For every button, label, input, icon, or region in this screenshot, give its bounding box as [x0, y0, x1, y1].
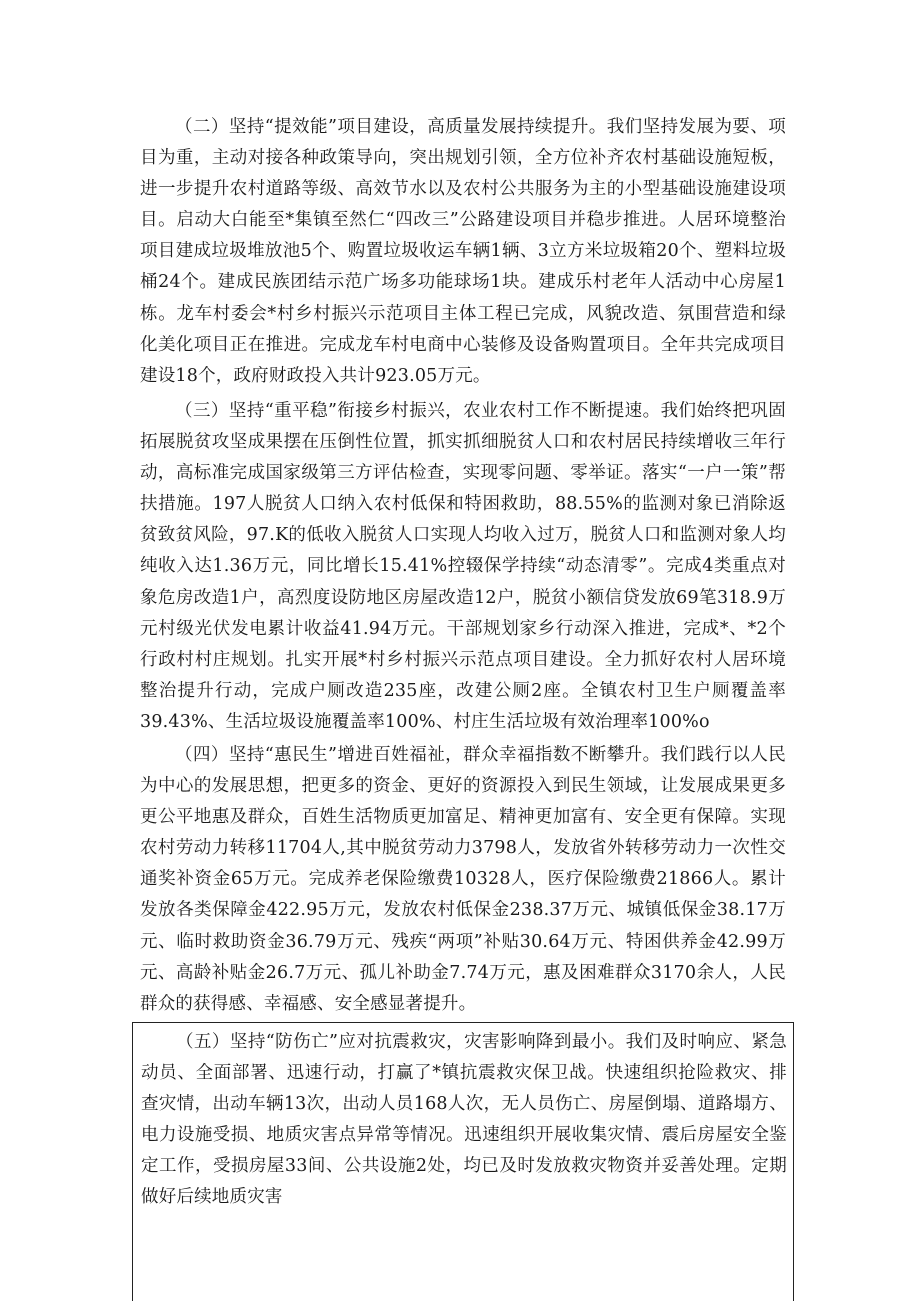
paragraph-rural-revitalization: （三）坚持“重平稳”衔接乡村振兴，农业农村工作不断提速。我们始终把巩固拓展脱贫攻坚成果摆在压倒性位置，抓实抓细脱贫人口和农村居民持续增收三年行动，高标准完成国家级第三方评估检查，实现零问题、零举证。落实“一户一策”帮扶措施。197人脱贫人口纳入农村低保和特困救助，88.55%的监测对象已消除返贫致贫风险，97.K的低收入脱贫人口实现人均收入过万，脱贫人口和监测对象人均纯收入达1.36万元，同比增长15.41%控辍保学持续“动态清零”。完成4类重点对象危房改造1户，高烈度设防地区房屋改造12户，脱贫小额信贷发放69笔318.9万元村级光伏发电累计收益41.94万元。干部规划家乡行动深入推进，完成*、*2个行政村村庄规划。扎实开展*村乡村振兴示范点项目建设。全力抓好农村人居环境整治提升行动，完成户厕改造235座，改建公厕2座。全镇农村卫生户厕覆盖率39.43%、生活垃圾设施覆盖率100%、村庄生活垃圾有效治理率100%o [140, 401, 786, 732]
paragraph-earthquake-relief: （五）坚持“防伤亡”应对抗震救灾，灾害影响降到最小。我们及时响应、紧急动员、全面部署、迅速行动，打赢了*镇抗震救灾保卫战。快速组织抢险救灾、排查灾情，出动车辆13次，出动人员168人次，无人员伤亡、房屋倒塌、道路塌方、电力设施受损、地质灾害点异常等情况。迅速组织开展收集灾情、震后房屋安全鉴定工作，受损房屋33间、公共设施2处，均已及时发放救灾物资并妥善处理。定期做好后续地质灾害 [141, 1032, 787, 1208]
paragraph-livelihood: （四）坚持“惠民生”增进百姓福祉，群众幸福指数不断攀升。我们践行以人民为中心的发展思想，把更多的资金、更好的资源投入到民生领域，让发展成果更多更公平地惠及群众，百姓生活物质更加富足、精神更加富有、安全更有保障。实现农村劳动力转移11704人,其中脱贫劳动力3798人，发放省外转移劳动力一次性交通奖补资金65万元。完成养老保险缴费10328人，医疗保险缴费21866人。累计发放各类保障金422.95万元，发放农村低保金238.37万元、城镇低保金38.17万元、临时救助资金36.79万元、残疾“两项”补贴30.64万元、特困供养金42.99万元、高龄补贴金26.7万元、孤儿补助金7.74万元，惠及困难群众3170余人，人民群众的获得感、幸福感、安全感显著提升。 [140, 745, 786, 1014]
boxed-section [132, 1022, 794, 1301]
paragraph-project-construction: （二）坚持“提效能”项目建设，高质量发展持续提升。我们坚持发展为要、项目为重，主动对接各种政策导向，突出规划引领，全方位补齐农村基础设施短板，进一步提升农村道路等级、高效节水以及农村公共服务为主的小型基础设施建设项目。启动大白能至*集镇至然仁“四改三”公路建设项目并稳步推进。人居环境整治项目建成垃圾堆放池5个、购置垃圾收运车辆1辆、3立方米垃圾箱20个、塑料垃圾桶24个。建成民族团结示范广场多功能球场1块。建成乐村老年人活动中心房屋1栋。龙车村委会*村乡村振兴示范项目主体工程已完成，风貌改造、氛围营造和绿化美化项目正在推进。完成龙车村电商中心装修及设备购置项目。全年共完成项目建设18个，政府财政投入共计923.05万元。 [140, 117, 786, 386]
